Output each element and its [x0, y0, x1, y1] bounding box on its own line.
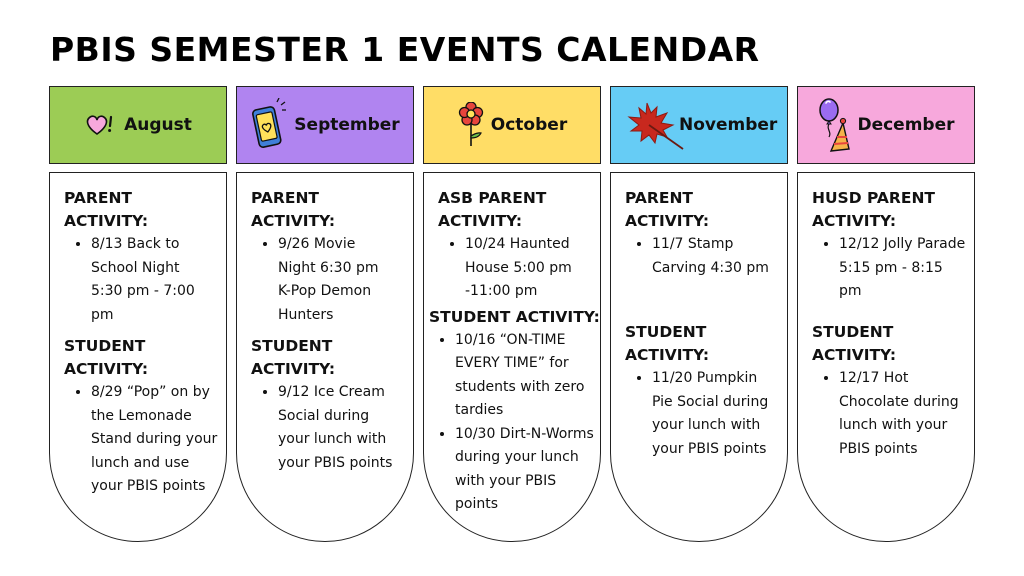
student-activity-heading: STUDENT ACTIVITY:	[625, 323, 710, 364]
list-item: • 11/7 Stamp Carving 4:30 pm	[652, 233, 782, 280]
list-item: • 12/17 Hot Chocolate during lunch with your PBIS points	[839, 367, 963, 461]
month-column-september	[236, 86, 414, 542]
month-card	[236, 172, 414, 542]
student-activity-heading: STUDENT ACTIVITY:	[251, 337, 336, 378]
flower-icon	[457, 102, 485, 148]
month-card	[610, 172, 788, 542]
student-activity-list	[424, 329, 600, 517]
list-item: • 12/12 Jolly Parade 5:15 pm - 8:15 pm	[839, 233, 969, 304]
parent-activity-heading: ASB PARENT ACTIVITY:	[438, 189, 547, 230]
heart-icon	[84, 112, 118, 138]
month-column-october	[423, 86, 601, 542]
list-item: • 10/30 Dirt-N-Worms during your lunch with your PBIS points	[455, 423, 595, 517]
month-header	[236, 86, 414, 164]
list-item: • 8/13 Back to School Night 5:30 pm - 7:00 pm	[91, 233, 213, 327]
student-activity-heading: STUDENT ACTIVITY:	[812, 323, 897, 364]
parent-activity-heading: PARENT ACTIVITY:	[64, 189, 149, 230]
parent-activity-list	[64, 233, 220, 327]
student-activity-list	[625, 367, 787, 461]
month-name: October	[490, 115, 568, 135]
parent-activity-heading: PARENT ACTIVITY:	[251, 189, 336, 230]
month-header	[610, 86, 788, 164]
student-activity-list	[812, 367, 974, 461]
month-card	[797, 172, 975, 542]
student-activity-list	[64, 381, 220, 499]
parent-activity-heading: HUSD PARENT ACTIVITY:	[812, 189, 935, 230]
list-item: • 11/20 Pumpkin Pie Social during your lunch with your PBIS points	[652, 367, 776, 461]
list-item: • 10/24 Haunted House 5:00 pm -11:00 pm	[465, 233, 585, 304]
month-header	[423, 86, 601, 164]
month-name: December	[857, 115, 955, 135]
month-name: August	[124, 115, 192, 135]
parent-activity-list	[625, 233, 787, 313]
month-column-november	[610, 86, 788, 542]
list-item: • 9/12 Ice Cream Social during your lunch with your PBIS points	[278, 381, 400, 475]
month-header	[49, 86, 227, 164]
list-item: • 8/29 “Pop” on by the Lemonade Stand during your lunch and use your PBIS points	[91, 381, 219, 499]
list-item: • 9/26 Movie Night 6:30 pm K-Pop Demon Hunters	[278, 233, 390, 327]
month-name: September	[294, 115, 400, 135]
month-card	[423, 172, 601, 542]
page-title: PBIS SEMESTER 1 EVENTS CALENDAR	[50, 30, 760, 69]
maple-leaf-icon	[621, 99, 685, 151]
list-item: • 10/16 “ON-TIME EVERY TIME” for students with zero tardies	[455, 329, 595, 423]
parent-activity-list	[424, 233, 600, 304]
parent-activity-list	[812, 233, 974, 313]
month-column-august	[49, 86, 227, 542]
parent-activity-list	[251, 233, 413, 327]
month-column-december	[797, 86, 975, 542]
month-card	[49, 172, 227, 542]
parent-activity-heading: PARENT ACTIVITY:	[625, 189, 710, 230]
phone-heart-icon	[250, 98, 288, 152]
month-name: November	[679, 115, 778, 135]
student-activity-list	[251, 381, 413, 475]
month-header	[797, 86, 975, 164]
student-activity-heading: STUDENT ACTIVITY:	[429, 307, 600, 326]
party-balloon-icon	[817, 97, 851, 153]
student-activity-heading: STUDENT ACTIVITY:	[64, 337, 149, 378]
